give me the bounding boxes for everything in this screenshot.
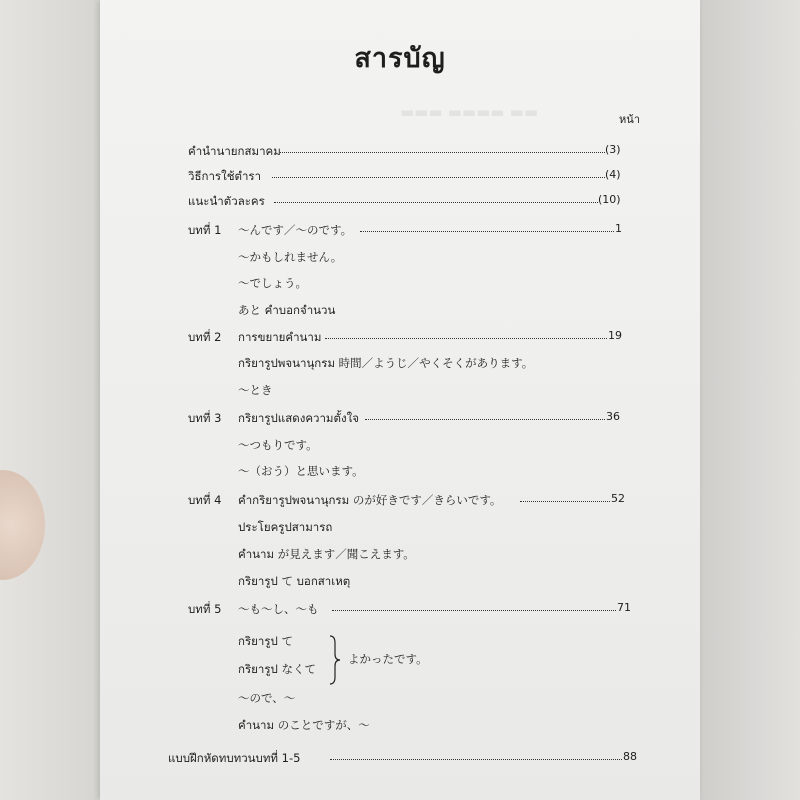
toc-page-number: 36 (606, 410, 620, 423)
toc-page-number: 19 (608, 329, 622, 342)
toc-entry-text: แบบฝึกหัดทบทวนบทที่ 1-5 (168, 751, 301, 765)
background-left (0, 0, 100, 800)
toc-page-number: 88 (623, 750, 637, 763)
toc-subitem: กริยารูป て (238, 634, 293, 648)
lesson-label: บทที่ 5 (188, 602, 222, 616)
document-page (100, 0, 700, 800)
toc-subitem: คำนาม のことですが、～ (238, 718, 370, 732)
toc-subitem: ～でしょう。 (238, 276, 307, 290)
toc-entry-text: วิธีการใช้ตำรา (188, 169, 262, 183)
lesson-label: บทที่ 3 (188, 411, 222, 425)
toc-subitem: ประโยครูปสามารถ (238, 520, 333, 534)
toc-subitem: ～つもりです。 (238, 438, 318, 452)
toc-leader (272, 177, 605, 178)
toc-subitem: ～ので、～ (238, 691, 296, 705)
toc-entry-text: คำนำนายกสมาคม (188, 144, 281, 158)
toc-leader (280, 152, 605, 153)
toc-page-number: 52 (611, 492, 625, 505)
toc-page-number: 71 (617, 601, 631, 614)
toc-subitem: กริยารูป て บอกสาเหตุ (238, 574, 351, 588)
lesson-title: กริยารูปแสดงความตั้งใจ (238, 411, 359, 425)
lesson-label: บทที่ 1 (188, 223, 222, 237)
toc-subitem: ～（おう）と思います。 (238, 464, 364, 478)
lesson-label: บทที่ 2 (188, 330, 222, 344)
lesson-title: ～んです／～のです。 (238, 223, 353, 237)
toc-leader (360, 231, 614, 232)
lesson-title: คำกริยารูปพจนานุกรม のが好きです／きらいです。 (238, 493, 502, 507)
toc-page-number: (3) (605, 143, 621, 156)
toc-leader (330, 759, 622, 760)
lesson-title: การขยายคำนาม (238, 330, 322, 344)
lesson-title: ～も～し、～も (238, 602, 319, 616)
toc-entry-text: แนะนำตัวละคร (188, 194, 265, 208)
toc-subitem: ～とき (238, 383, 273, 397)
show-through-text: ▬▬▬ ▬▬▬▬ ▬▬ (400, 103, 538, 121)
toc-leader (332, 610, 616, 611)
page-column-header: หน้า (619, 113, 640, 126)
lesson-label: บทที่ 4 (188, 493, 222, 507)
toc-subitem: คำนาม が見えます／聞こえます。 (238, 547, 415, 561)
brace-shared-text: よかったです。 (348, 652, 428, 666)
toc-subitem: กริยารูปพจนานุกรม 時間／ようじ／やくそくがあります。 (238, 356, 534, 370)
toc-subitem: あと คำบอกจำนวน (238, 303, 336, 317)
toc-leader (274, 202, 598, 203)
toc-leader (365, 419, 605, 420)
toc-page-number: (4) (605, 168, 621, 181)
toc-leader (325, 338, 607, 339)
toc-subitem: กริยารูป なくて (238, 662, 316, 676)
toc-subitem: ～かもしれません。 (238, 250, 343, 264)
toc-leader (520, 501, 610, 502)
toc-page-number: 1 (615, 222, 622, 235)
curly-brace-icon (328, 635, 342, 685)
toc-page-number: (10) (598, 193, 621, 206)
background-right (700, 0, 800, 800)
page-title: สารบัญ (354, 43, 446, 74)
